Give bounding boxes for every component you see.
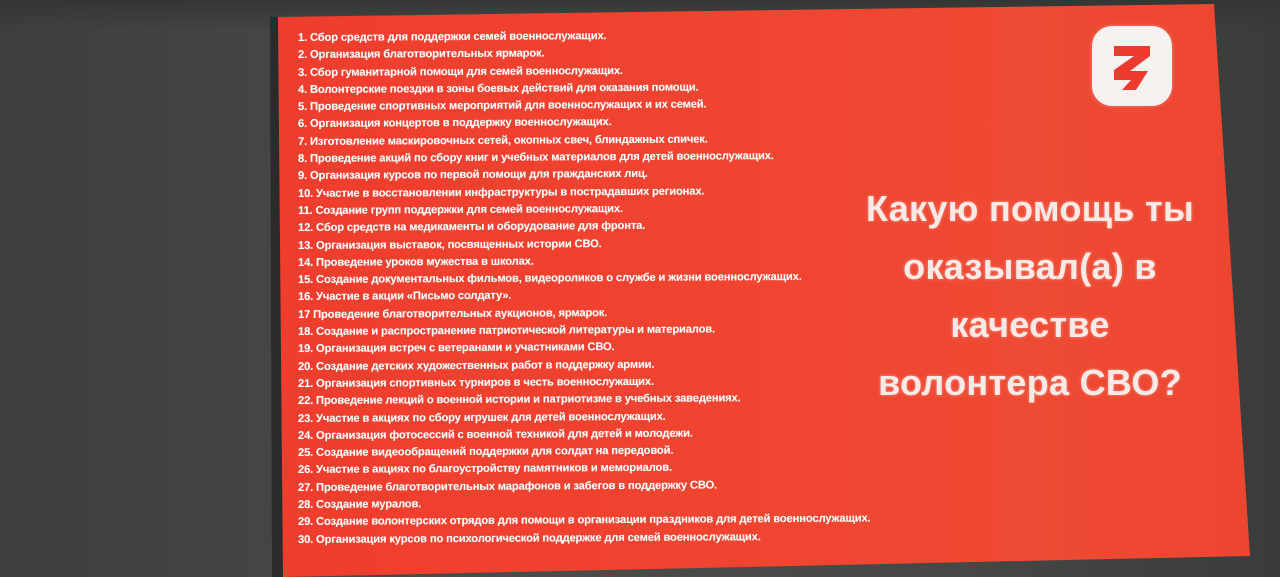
slide-question bbox=[835, 180, 1225, 412]
list-item: 29. Создание волонтерских отрядов для помощи в организации праздников для детей военнослужащих. bbox=[298, 512, 871, 529]
list-item: 27. Проведение благотворительных марафонов и забегов в поддержку СВО. bbox=[298, 479, 718, 494]
list-item: 21. Организация спортивных турниров в честь военнослужащих. bbox=[298, 375, 654, 390]
list-item: 18. Создание и распространение патриотической литературы и материалов. bbox=[298, 323, 715, 339]
list-item: 12. Сбор средств на медикаменты и оборудование для фронта. bbox=[298, 220, 646, 235]
question-line: волонтера СВО? bbox=[878, 362, 1182, 403]
list-item: 23. Участие в акциях по сбору игрушек для детей военнослужащих. bbox=[298, 410, 666, 425]
list-item: 4. Волонтерские поездки в зоны боевых действий для оказания помощи. bbox=[298, 81, 699, 96]
list-item: 11. Создание групп поддержки для семей военнослужащих. bbox=[298, 202, 623, 217]
list-item: 3. Сбор гуманитарной помощи для семей военнослужащих. bbox=[298, 64, 623, 79]
list-item: 5. Проведение спортивных мероприятий для военнослужащих и их семей. bbox=[298, 98, 707, 114]
list-item: 6. Организация концертов в поддержку военнослужащих. bbox=[298, 116, 612, 131]
list-item: 13. Организация выставок, посвященных истории СВО. bbox=[298, 237, 602, 252]
list-item: 24. Организация фотосессий с военной техникой для детей и молодежи. bbox=[298, 427, 693, 442]
volunteer-activities-list bbox=[298, 27, 871, 549]
list-item: 22. Проведение лекций о военной истории и патриотизме в учебных заведениях. bbox=[298, 392, 741, 408]
list-item: 9. Организация курсов по первой помощи для гражданских лиц. bbox=[298, 168, 648, 183]
list-item: 10. Участие в восстановлении инфраструктуры в пострадавших регионах. bbox=[298, 185, 705, 200]
list-item: 19. Организация встреч с ветеранами и участниками СВО. bbox=[298, 341, 615, 356]
list-item: 17 Проведение благотворительных аукционов, ярмарок. bbox=[298, 306, 608, 321]
question-line: Какую помощь ты bbox=[865, 188, 1194, 229]
list-item: 16. Участие в акции «Письмо солдату». bbox=[298, 290, 512, 304]
list-item: 1. Сбор средств для поддержки семей военнослужащих. bbox=[298, 30, 607, 44]
list-item: 15. Создание документальных фильмов, видеороликов о службе и жизни военнослужащих. bbox=[298, 271, 802, 287]
list-item: 26. Участие в акциях по благоустройству памятников и мемориалов. bbox=[298, 462, 672, 477]
list-item: 14. Проведение уроков мужества в школах. bbox=[298, 255, 534, 269]
z-logo-mark bbox=[1092, 26, 1172, 106]
list-item: 25. Создание видеообращений поддержки для солдат на передовой. bbox=[298, 444, 674, 460]
question-line: качестве bbox=[950, 304, 1110, 345]
question-line: оказывал(а) в bbox=[903, 246, 1157, 287]
list-item: 8. Проведение акций по сбору книг и учебных материалов для детей военнослужащих. bbox=[298, 150, 774, 166]
list-item: 20. Создание детских художественных работ в поддержку армии. bbox=[298, 358, 655, 373]
z-logo-icon bbox=[1092, 26, 1172, 106]
list-item: 7. Изготовление маскировочных сетей, окопных свеч, блиндажных спичек. bbox=[298, 133, 708, 148]
list-item: 2. Организация благотворительных ярмарок. bbox=[298, 47, 545, 62]
list-item: 30. Организация курсов по психологической поддержке для семей военнослужащих. bbox=[298, 530, 761, 546]
list-item: 28. Создание муралов. bbox=[298, 498, 422, 512]
